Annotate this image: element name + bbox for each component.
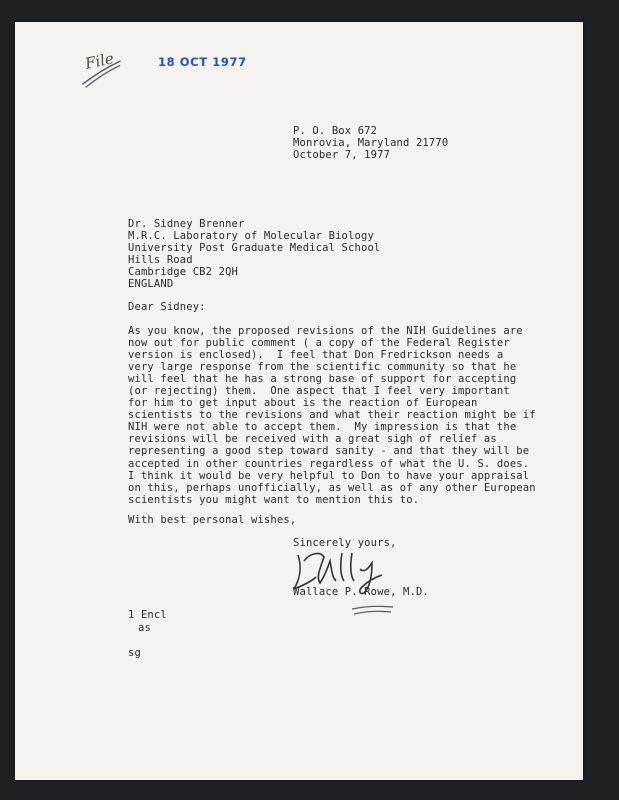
sender-address-block	[293, 125, 448, 161]
letter-date: October 7, 1977	[293, 149, 391, 162]
sender-address-line: P. O. Box 672	[293, 125, 378, 137]
recipient-city: Cambridge CB2 2QH	[128, 266, 239, 279]
recipient-address-block	[128, 218, 380, 290]
signer-name: Wallace P. Rowe, M.D.	[293, 586, 429, 598]
recipient-name: Dr. Sidney Brenner	[128, 218, 245, 230]
body-line: I think it would be very helpful to Don to have your appraisal	[128, 469, 530, 482]
body-line: for him to get input about is the reaction of European	[128, 397, 478, 410]
body-line: accepted in other countries regardless of what the U. S. does.	[128, 457, 530, 470]
body-line: version is enclosed). I feel that Don Fredrickson needs a	[128, 349, 504, 362]
secretary-initials: sg	[128, 647, 141, 659]
recipient-country: ENGLAND	[128, 278, 174, 291]
body-line: revisions will be received with a great sigh of relief as	[128, 433, 497, 446]
recipient-street: Hills Road	[128, 254, 193, 267]
file-handwritten-note: File	[83, 49, 116, 73]
body-line: on this, perhaps unofficially, as well as of any other European	[128, 481, 536, 494]
body-line: now out for public comment ( a copy of the Federal Register	[128, 337, 510, 350]
body-line: will feel that he has a strong base of support for accepting	[128, 373, 517, 386]
recipient-org: M.R.C. Laboratory of Molecular Biology	[128, 230, 374, 243]
body-line: (or rejecting) them. One aspect that I feel very important	[128, 385, 510, 398]
received-date-stamp: 18 OCT 1977	[158, 55, 247, 69]
letter-body-paragraph	[128, 325, 536, 506]
body-line: scientists to the revisions and what their reaction might be if	[128, 409, 536, 422]
body-line: scientists you might want to mention this to.	[128, 493, 420, 506]
body-line: NIH were not able to accept them. My impression is that the	[128, 421, 517, 434]
closing-wish: With best personal wishes,	[128, 514, 297, 526]
signer-underline-mark	[350, 603, 395, 617]
body-line: As you know, the proposed revisions of the NIH Guidelines are	[128, 325, 523, 337]
body-line: very large response from the scientific community so that he	[128, 361, 517, 374]
recipient-school: University Post Graduate Medical School	[128, 242, 381, 255]
sender-address-line: Monrovia, Maryland 21770	[293, 137, 449, 150]
body-line: representing a good step toward sanity - and that they will be	[128, 445, 530, 458]
salutation: Dear Sidney:	[128, 301, 206, 313]
sign-off: Sincerely yours,	[293, 537, 397, 549]
typist-initials: as	[138, 622, 151, 634]
enclosure-note: 1 Encl	[128, 609, 167, 621]
